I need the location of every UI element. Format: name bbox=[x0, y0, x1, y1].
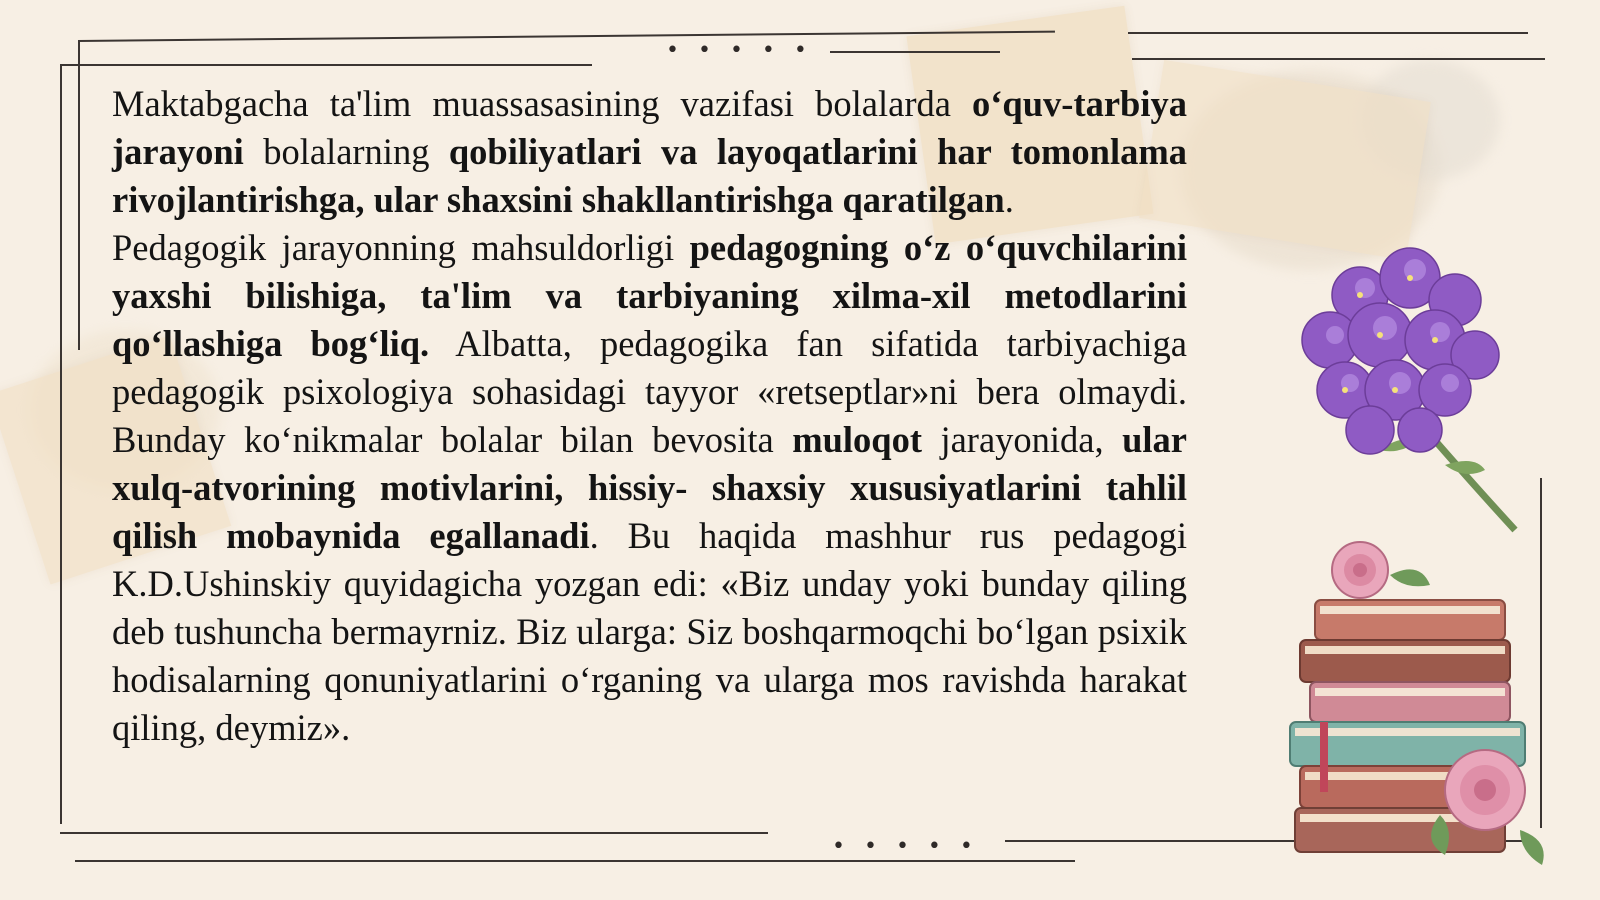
frame-line-top-4 bbox=[830, 51, 1000, 53]
paragraph-2-bold-1: pedagogning o‘z o‘quvchilarini yaxshi bilishiga, ta'lim va tarbiyaning xilma-xil metodlarini qo‘llashiga bog‘liq. bbox=[112, 227, 1187, 364]
paragraph-2-text-3: jarayonida, bbox=[922, 419, 1123, 460]
paragraph-2 bbox=[112, 224, 1187, 752]
paragraph-2-bold-2: muloqot bbox=[792, 419, 922, 460]
frame-line-left-1 bbox=[78, 40, 80, 350]
paragraph-2-text-4: . Bu haqida mashhur rus pedagogi K.D.Ushinskiy quyidagicha yozgan edi: «Biz unday yoki bunday qiling deb tushuncha bermayrniz. Biz ularga: Siz boshqarmoqchi bo‘lgan psixik hodisalarning qonuniyatlarini o‘rganing va ularga mos ravishda harakat qiling, deymiz». bbox=[112, 515, 1187, 748]
frame-line-top-5 bbox=[1132, 58, 1545, 60]
frame-line-bottom-1 bbox=[60, 832, 768, 834]
books-roses-icon bbox=[1280, 540, 1580, 880]
paragraph-2-text-1: Pedagogik jarayonning mahsuldorligi bbox=[112, 227, 690, 268]
paragraph-1 bbox=[112, 80, 1187, 224]
paragraph-1-bold-2: qobiliyatlari va layoqatlarini har tomonlama rivojlantirishga, ular shaxsini shakllantirishga qaratilgan bbox=[112, 131, 1187, 220]
frame-line-top-2 bbox=[1128, 32, 1528, 34]
frame-line-left-2 bbox=[60, 64, 62, 824]
dots-bottom: • • • • • bbox=[832, 834, 979, 859]
paragraph-1-text-2: bolalarning bbox=[243, 131, 449, 172]
paragraph-1-text-1: Maktabgacha ta'lim muassasasining vazifasi bolalarda bbox=[112, 83, 973, 124]
paragraph-1-bold-1: o‘quv-tarbiya jarayoni bbox=[112, 83, 1187, 172]
dots-top: • • • • • bbox=[666, 38, 813, 63]
paragraph-1-text-3: . bbox=[1004, 179, 1014, 220]
paragraph-2-bold-3: ular xulq-atvorining motivlarini, hissiy- shaxsiy xususiyatlarini tahlil qilish mobaynida egallanadi bbox=[112, 419, 1187, 556]
frame-line-bottom-3 bbox=[75, 860, 1075, 862]
hydrangea-flower-icon bbox=[1270, 240, 1570, 540]
paragraph-2-text-2: Albatta, pedagogika fan sifatida tarbiyachiga pedagogik psixologiya sohasidagi tayyor «retseptlar»ni bera olmaydi. Bunday ko‘nikmalar bolalar bilan bevosita bbox=[112, 323, 1187, 460]
slide-text bbox=[112, 80, 1187, 752]
frame-line-top-3 bbox=[60, 64, 592, 66]
